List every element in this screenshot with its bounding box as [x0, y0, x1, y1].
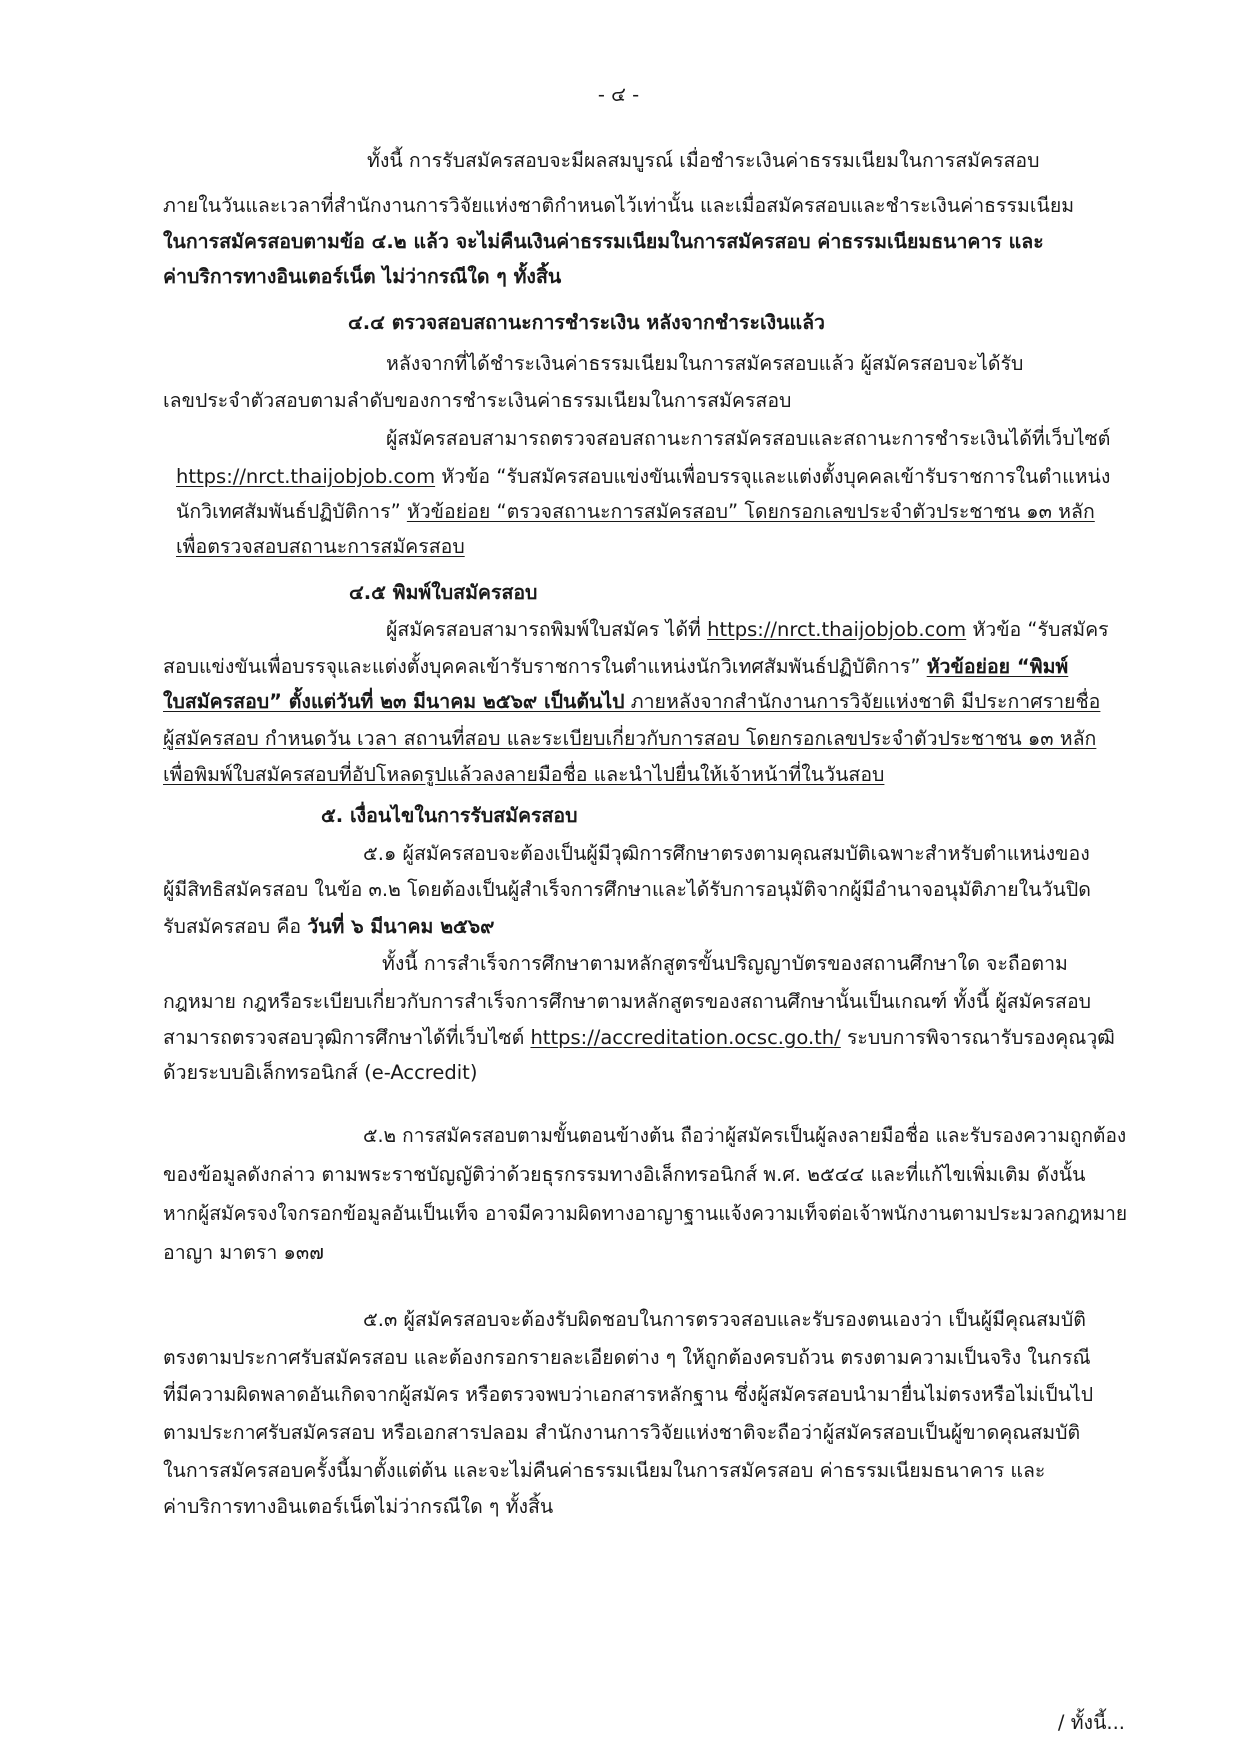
paragraph-line — [163, 687, 1100, 717]
paragraph-line: ๕.๑ ผู้สมัครสอบจะต้องเป็นผู้มีวุฒิการศึกษาตรงตามคุณสมบัติเฉพาะสำหรับตำแหน่งของ — [363, 842, 1090, 865]
text-segment-bold-underlined: หัวข้อย่อย “พิมพ์ — [926, 655, 1069, 678]
section-heading-4-5: ๔.๕ พิมพ์ใบสมัครสอบ — [349, 581, 538, 604]
website-link[interactable]: https://accreditation.ocsc.go.th/ — [530, 1026, 841, 1049]
paragraph-line: หากผู้สมัครจงใจกรอกข้อมูลอันเป็นเท็จ อาจมีความผิดทางอาญาฐานแจ้งความเท็จต่อเจ้าพนักงานตามประมวลกฎหมาย — [163, 1202, 1128, 1225]
paragraph-line: ค่าบริการทางอินเตอร์เน็ต ไม่ว่ากรณีใด ๆ ทั้งสิ้น — [163, 265, 562, 288]
paragraph-line: ตรงตามประกาศรับสมัครสอบ และต้องกรอกรายละเอียดต่าง ๆ ให้ถูกต้องครบถ้วน ตรงตามความเป็นจริง ในกรณี — [163, 1346, 1091, 1369]
paragraph-line: ตามประกาศรับสมัครสอบ หรือเอกสารปลอม สำนักงานการวิจัยแห่งชาติจะถือว่าผู้สมัครสอบเป็นผู้ขาดคุณสมบัติ — [163, 1421, 1081, 1444]
paragraph-line: ผู้สมัครสอบสามารถตรวจสอบสถานะการสมัครสอบและสถานะการชำระเงินได้ที่เว็บไซต์ — [386, 427, 1111, 450]
text-segment: หัวข้อ “รับสมัครสอบแข่งขันเพื่อบรรจุและแต่งตั้งบุคคลเข้ารับราชการในตำแหน่ง — [435, 465, 1111, 488]
text-segment: หัวข้อ “รับสมัคร — [966, 618, 1109, 641]
text-segment: ระบบการพิจารณารับรองคุณวุฒิ — [840, 1026, 1115, 1049]
text-segment: นักวิเทศสัมพันธ์ปฏิบัติการ” — [176, 500, 407, 523]
paragraph-line: เพื่อตรวจสอบสถานะการสมัครสอบ — [176, 535, 465, 558]
text-segment: สอบแข่งขันเพื่อบรรจุและแต่งตั้งบุคคลเข้ารับราชการในตำแหน่งนักวิเทศสัมพันธ์ปฏิบัติการ” — [163, 655, 927, 678]
section-heading-4-4: ๔.๔ ตรวจสอบสถานะการชำระเงิน หลังจากชำระเงินแล้ว — [348, 311, 825, 334]
paragraph-line: อาญา มาตรา ๑๓๗ — [163, 1241, 324, 1264]
paragraph-line: ผู้สมัครสอบ กำหนดวัน เวลา สถานที่สอบ และระเบียบเกี่ยวกับการสอบ โดยกรอกเลขประจำตัวประชาชน ๑๓ หลัก — [163, 727, 1097, 750]
text-segment-bold: วันที่ ๖ มีนาคม ๒๕๖๙ — [307, 915, 495, 938]
text-segment: รับสมัครสอบ คือ — [163, 915, 308, 938]
page-number: - ๔ - — [597, 83, 640, 106]
paragraph-line — [176, 497, 1095, 527]
paragraph-line: ผู้มีสิทธิสมัครสอบ ในข้อ ๓.๒ โดยต้องเป็นผู้สำเร็จการศึกษาและได้รับการอนุมัติจากผู้มีอำนาจอนุมัติภายในวันปิด — [163, 878, 1091, 901]
paragraph-line — [386, 615, 1109, 645]
paragraph-line — [163, 912, 494, 942]
paragraph-line: เลขประจำตัวสอบตามลำดับของการชำระเงินค่าธรรมเนียมในการสมัครสอบ — [163, 389, 792, 412]
paragraph-line: ที่มีความผิดพลาดอันเกิดจากผู้สมัคร หรือตรวจพบว่าเอกสารหลักฐาน ซึ่งผู้สมัครสอบนำมายื่นไม่ตรงหรือไม่เป็นไป — [163, 1383, 1094, 1406]
paragraph-line: ค่าบริการทางอินเตอร์เน็ตไม่ว่ากรณีใด ๆ ทั้งสิ้น — [163, 1495, 554, 1518]
text-segment-underlined: หัวข้อย่อย “ตรวจสถานะการสมัครสอบ” โดยกรอกเลขประจำตัวประชาชน ๑๓ หลัก — [406, 500, 1095, 523]
text-segment-bold: ใบสมัครสอบ” ตั้งแต่วันที่ ๒๓ มีนาคม ๒๕๖๙ เป็นต้นไป — [163, 690, 625, 713]
paragraph-line: เพื่อพิมพ์ใบสมัครสอบที่อัปโหลดรูปแล้วลงลายมือชื่อ และนำไปยื่นให้เจ้าหน้าที่ในวันสอบ — [163, 763, 885, 786]
paragraph-line — [163, 652, 1068, 682]
paragraph-line: ๕.๓ ผู้สมัครสอบจะต้องรับผิดชอบในการตรวจสอบและรับรองตนเองว่า เป็นผู้มีคุณสมบัติ — [363, 1308, 1086, 1331]
website-link[interactable]: https://nrct.thaijobjob.com — [176, 465, 436, 488]
paragraph-line: ทั้งนี้ การรับสมัครสอบจะมีผลสมบูรณ์ เมื่อชำระเงินค่าธรรมเนียมในการสมัครสอบ — [367, 149, 1040, 172]
paragraph-line: ภายในวันและเวลาที่สำนักงานการวิจัยแห่งชาติกำหนดไว้เท่านั้น และเมื่อสมัครสอบและชำระเงินค่าธรรมเนียม — [163, 194, 1075, 217]
paragraph-line: ในการสมัครสอบครั้งนี้มาตั้งแต่ต้น และจะไม่คืนค่าธรรมเนียมในการสมัครสอบ ค่าธรรมเนียมธนาคาร และ — [163, 1459, 1046, 1482]
text-segment: ภายหลังจากสำนักงานการวิจัยแห่งชาติ มีประกาศรายชื่อ — [624, 690, 1101, 713]
paragraph-line: หลังจากที่ได้ชำระเงินค่าธรรมเนียมในการสมัครสอบแล้ว ผู้สมัครสอบจะได้รับ — [386, 352, 1024, 375]
paragraph-line — [176, 462, 1110, 492]
paragraph-line: ทั้งนี้ การสำเร็จการศึกษาตามหลักสูตรขั้นปริญญาบัตรของสถานศึกษาใด จะถือตาม — [382, 952, 1068, 975]
text-segment: ผู้สมัครสอบสามารถพิมพ์ใบสมัคร ได้ที่ — [386, 618, 708, 641]
text-segment: สามารถตรวจสอบวุฒิการศึกษาได้ที่เว็บไซต์ — [163, 1026, 531, 1049]
website-link[interactable]: https://nrct.thaijobjob.com — [707, 618, 967, 641]
continuation-marker: / ทั้งนี้... — [1057, 1711, 1125, 1734]
section-heading-5: ๕. เงื่อนไขในการรับสมัครสอบ — [321, 804, 578, 827]
paragraph-line: ในการสมัครสอบตามข้อ ๔.๒ แล้ว จะไม่คืนเงินค่าธรรมเนียมในการสมัครสอบ ค่าธรรมเนียมธนาคาร และ — [163, 230, 1044, 253]
paragraph-line: ของข้อมูลดังกล่าว ตามพระราชบัญญัติว่าด้วยธุรกรรมทางอิเล็กทรอนิกส์ พ.ศ. ๒๕๔๔ และที่แก้ไขเพิ่มเติม ดังนั้น — [163, 1163, 1086, 1186]
paragraph-line: กฎหมาย กฎหรือระเบียบเกี่ยวกับการสำเร็จการศึกษาตามหลักสูตรของสถานศึกษานั้นเป็นเกณฑ์ ทั้งนี้ ผู้สมัครสอบ — [163, 990, 1092, 1013]
paragraph-line: ๕.๒ การสมัครสอบตามขั้นตอนข้างต้น ถือว่าผู้สมัครเป็นผู้ลงลายมือชื่อ และรับรองความถูกต้อง — [363, 1124, 1127, 1147]
paragraph-line: ด้วยระบบอิเล็กทรอนิกส์ (e-Accredit) — [163, 1061, 478, 1084]
paragraph-line — [163, 1023, 1115, 1053]
